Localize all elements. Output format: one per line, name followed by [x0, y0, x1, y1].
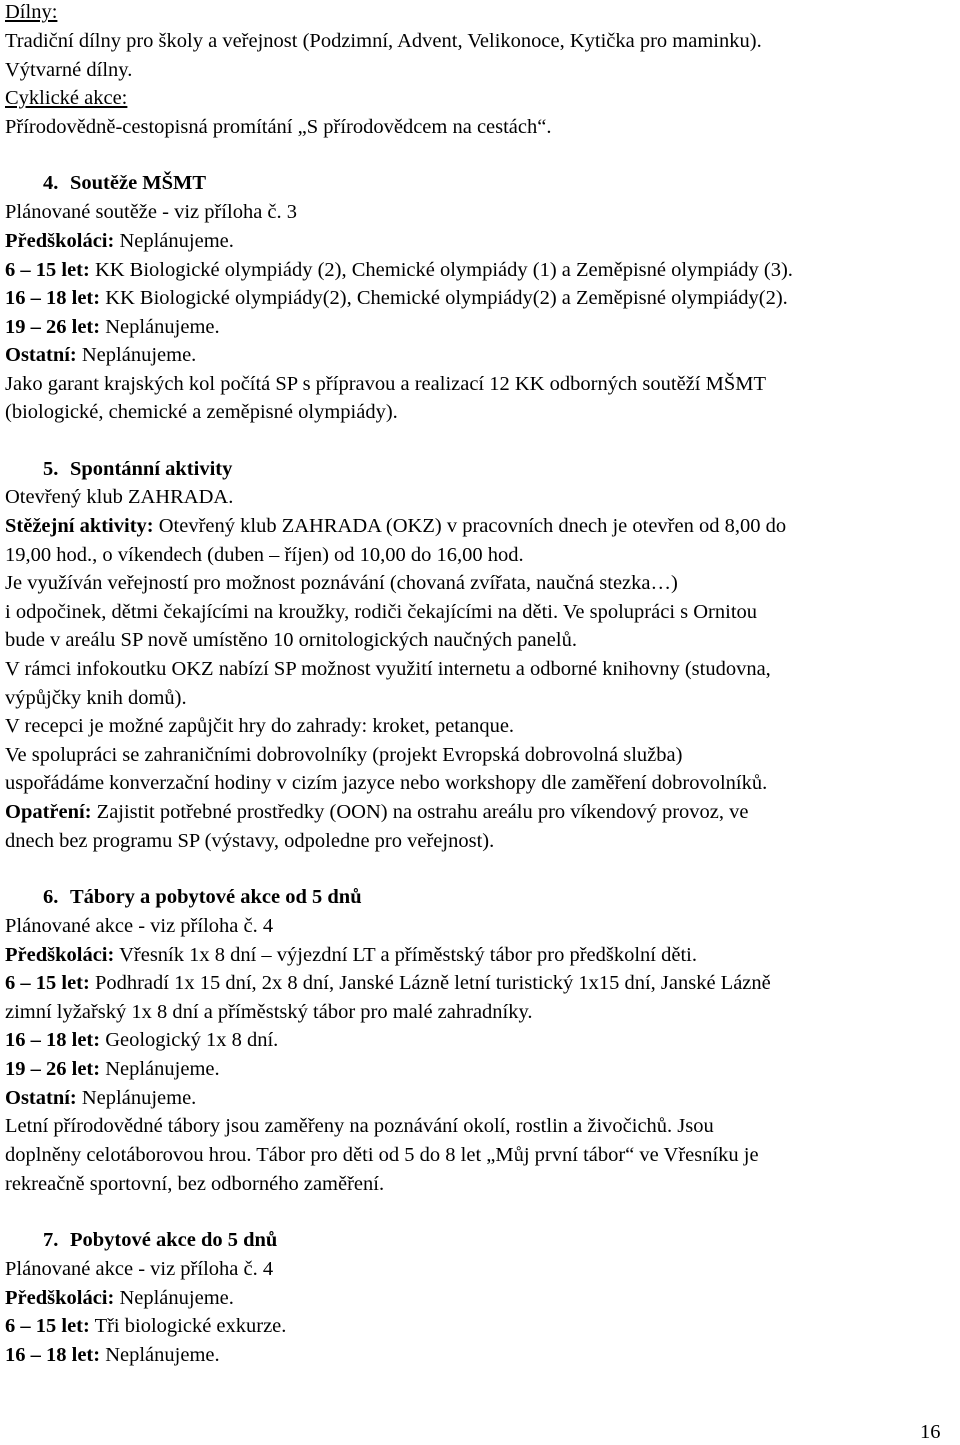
section-4-title: Soutěže MŠMT [70, 172, 207, 194]
dilny-line-2: Výtvarné dílny. [5, 59, 133, 81]
s7-row-6-15 [5, 1316, 286, 1337]
s4-row-other [5, 345, 196, 366]
s4-paragraph-line-1: Jako garant krajských kol počítá SP s přípravou a realizací 12 KK odborných soutěží MŠMT [5, 373, 766, 395]
s6-paragraph-line-1: Letní přírodovědné tábory jsou zaměřeny na poznávání okolí, rostlin a živočichů. Jsou [5, 1115, 714, 1137]
s5-key-activities-text: Otevřený klub ZAHRADA (OKZ) v pracovních dnech je otevřen od 8,00 do [153, 515, 787, 537]
section-7-heading [43, 1230, 277, 1251]
s5-line-6: bude v areálu SP nově umístěno 10 ornitologických naučných panelů. [5, 629, 577, 651]
s4-paragraph-line-2: (biologické, chemické a zeměpisné olympiády). [5, 401, 398, 423]
s7-planned: Plánované akce - viz příloha č. 4 [5, 1258, 274, 1280]
s4-row-16-18 [5, 288, 788, 309]
s4-row-16-18-text: KK Biologické olympiády(2), Chemické olympiády(2) a Zeměpisné olympiády(2). [100, 287, 788, 309]
s4-row-other-label: Ostatní: [5, 344, 77, 366]
s6-row-preschool-text: Vřesník 1x 8 dní – výjezdní LT a příměstský tábor pro předškolní děti. [114, 944, 697, 966]
s6-planned: Plánované akce - viz příloha č. 4 [5, 915, 274, 937]
s4-row-6-15-text: KK Biologické olympiády (2), Chemické olympiády (1) a Zeměpisné olympiády (3). [89, 259, 793, 281]
s5-line-8: výpůjčky knih domů). [5, 687, 187, 709]
s4-row-6-15-label: 6 – 15 let: [5, 259, 90, 281]
s5-line-3: 19,00 hod., o víkendech (duben – říjen) od 10,00 do 16,00 hod. [5, 544, 524, 566]
cyklicke-line-1: Přírodovědně-cestopisná promítání „S přírodovědcem na cestách“. [5, 116, 552, 138]
section-7-number: 7. [43, 1229, 59, 1251]
s5-line-7: V rámci infokoutku OKZ nabízí SP možnost využití internetu a odborné knihovny (studovna, [5, 658, 771, 680]
s5-line-12 [5, 802, 749, 823]
s7-row-6-15-text: Tři biologické exkurze. [89, 1315, 287, 1337]
s6-row-16-18-label: 16 – 18 let: [5, 1029, 101, 1051]
s4-row-other-text: Neplánujeme. [76, 344, 197, 366]
section-5-title: Spontánní aktivity [70, 458, 233, 480]
s7-row-preschool-text: Neplánujeme. [114, 1287, 234, 1309]
s5-line-5: i odpočinek, dětmi čekajícími na kroužky, rodiči čekajícími na děti. Ve spolupráci s Ornitou [5, 601, 758, 623]
s4-row-preschool-label: Předškoláci: [5, 230, 115, 252]
section-6-number: 6. [43, 886, 59, 908]
s6-row-16-18 [5, 1030, 278, 1051]
s4-row-preschool-text: Neplánujeme. [114, 230, 234, 252]
section-6-title: Tábory a pobytové akce od 5 dnů [70, 886, 362, 908]
s4-row-19-26-label: 19 – 26 let: [5, 316, 101, 338]
s7-row-preschool [5, 1288, 234, 1309]
section-4-number: 4. [43, 172, 59, 194]
s6-row-6-15-text: Podhradí 1x 15 dní, 2x 8 dní, Janské Lázně letní turistický 1x15 dní, Janské Lázně [89, 972, 771, 994]
section-5-number: 5. [43, 458, 59, 480]
s5-line-10: Ve spolupráci se zahraničními dobrovolníky (projekt Evropská dobrovolná služba) [5, 744, 683, 766]
dilny-line-1: Tradiční dílny pro školy a veřejnost (Podzimní, Advent, Velikonoce, Kytička pro maminku). [5, 30, 762, 52]
s4-row-19-26 [5, 317, 220, 338]
s6-row-6-15 [5, 973, 771, 994]
s6-row-other [5, 1088, 196, 1109]
s7-row-preschool-label: Předškoláci: [5, 1287, 115, 1309]
s7-row-6-15-label: 6 – 15 let: [5, 1315, 90, 1337]
s7-row-16-18-text: Neplánujeme. [100, 1344, 220, 1366]
s6-row-6-15-cont: zimní lyžařský 1x 8 dní a příměstský tábor pro malé zahradníky. [5, 1001, 533, 1023]
dilny-heading: Dílny: [5, 1, 58, 23]
s7-row-16-18 [5, 1345, 220, 1366]
s6-row-19-26-text: Neplánujeme. [100, 1058, 220, 1080]
s5-line-2 [5, 516, 786, 537]
section-7-title: Pobytové akce do 5 dnů [70, 1229, 278, 1251]
s6-row-preschool-label: Předškoláci: [5, 944, 115, 966]
s6-row-16-18-text: Geologický 1x 8 dní. [100, 1029, 279, 1051]
s4-row-19-26-text: Neplánujeme. [100, 316, 220, 338]
s6-row-other-text: Neplánujeme. [76, 1087, 197, 1109]
s4-row-preschool [5, 231, 234, 252]
s5-measures-text: Zajistit potřebné prostředky (OON) na ostrahu areálu pro víkendový provoz, ve [91, 801, 749, 823]
section-5-heading [43, 459, 232, 480]
s6-row-preschool [5, 945, 697, 966]
s4-planned: Plánované soutěže - viz příloha č. 3 [5, 201, 298, 223]
s6-paragraph-line-3: rekreačně sportovní, bez odborného zaměření. [5, 1173, 385, 1195]
s5-line-1: Otevřený klub ZAHRADA. [5, 486, 234, 508]
s6-row-6-15-label: 6 – 15 let: [5, 972, 90, 994]
s5-line-9: V recepci je možné zapůjčit hry do zahrady: kroket, petanque. [5, 715, 515, 737]
s5-key-activities-label: Stěžejní aktivity: [5, 515, 154, 537]
cyklicke-heading: Cyklické akce: [5, 87, 128, 109]
s4-row-16-18-label: 16 – 18 let: [5, 287, 101, 309]
s5-line-11: uspořádáme konverzační hodiny v cizím jazyce nebo workshopy dle zaměření dobrovolníků. [5, 772, 768, 794]
s5-measures-label: Opatření: [5, 801, 92, 823]
s6-row-other-label: Ostatní: [5, 1087, 77, 1109]
s5-line-4: Je využíván veřejností pro možnost poznávání (chovaná zvířata, naučná stezka…) [5, 572, 678, 594]
s6-paragraph-line-2: doplněny celotáborovou hrou. Tábor pro děti od 5 do 8 let „Můj první tábor“ ve Vřesníku je [5, 1144, 759, 1166]
s6-row-19-26 [5, 1059, 220, 1080]
section-4-heading [43, 173, 206, 194]
s7-row-16-18-label: 16 – 18 let: [5, 1344, 101, 1366]
s5-line-13: dnech bez programu SP (výstavy, odpoledne pro veřejnost). [5, 830, 495, 852]
section-6-heading [43, 887, 362, 908]
page-number: 16 [920, 1421, 941, 1443]
s4-row-6-15 [5, 260, 793, 281]
s6-row-19-26-label: 19 – 26 let: [5, 1058, 101, 1080]
